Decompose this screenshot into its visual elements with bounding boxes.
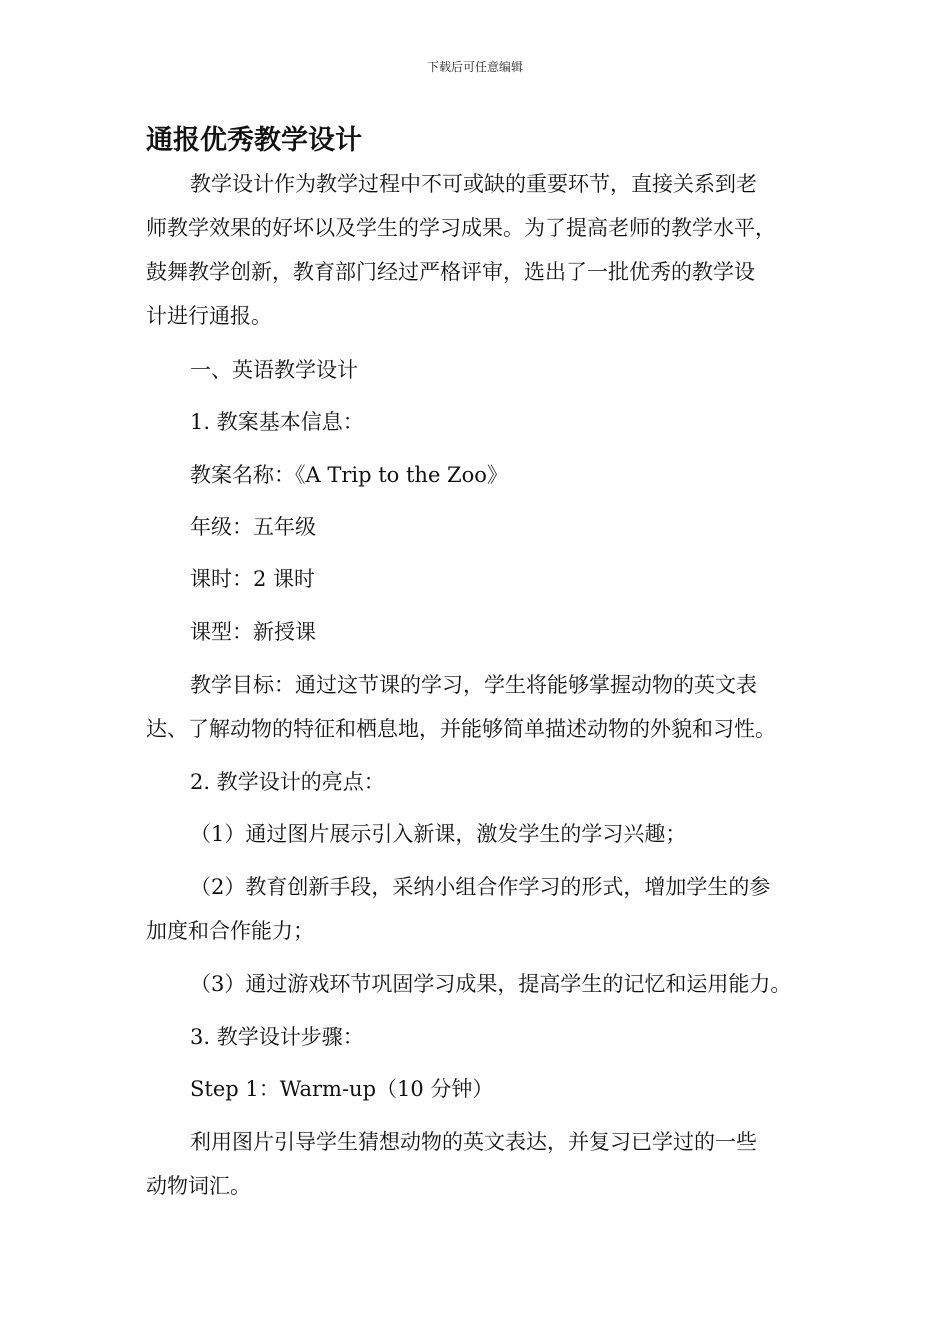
step1-heading: Step 1：Warm-up（10 分钟） [190,1077,494,1101]
objective-line-1: 教学目标：通过这节课的学习，学生将能够掌握动物的英文表 [190,673,757,697]
item3-heading: 3. 教学设计步骤： [190,1025,364,1049]
class-hours: 课时：2 课时 [190,567,316,591]
grade: 年级：五年级 [190,515,316,539]
intro-line-1: 教学设计作为教学过程中不可或缺的重要环节，直接关系到老 [190,172,757,196]
highlight-2-line-1: （2）教育创新手段，采纳小组合作学习的形式，增加学生的参 [190,875,771,899]
intro-line-4: 计进行通报。 [146,304,272,328]
highlight-1: （1）通过图片展示引入新课，激发学生的学习兴趣； [190,822,687,846]
page-header: 下载后可任意编辑 [426,60,523,74]
lesson-name: 教案名称：《A Trip to the Zoo》 [190,463,508,487]
step1-body-line-2: 动物词汇。 [146,1174,251,1198]
intro-line-2: 师教学效果的好坏以及学生的学习成果。为了提高老师的教学水平， [146,216,776,240]
objective-line-2: 达、了解动物的特征和栖息地，并能够简单描述动物的外貌和习性。 [146,717,776,741]
lesson-type: 课型：新授课 [190,620,316,644]
highlight-2-line-2: 加度和合作能力； [146,919,314,943]
intro-line-3: 鼓舞教学创新，教育部门经过严格评审，选出了一批优秀的教学设 [146,260,755,284]
item1-heading: 1. 教案基本信息： [190,410,364,434]
item2-heading: 2. 教学设计的亮点： [190,770,385,794]
highlight-3: （3）通过游戏环节巩固学习成果，提高学生的记忆和运用能力。 [190,972,792,996]
document-title: 通报优秀教学设计 [146,125,362,156]
step1-body-line-1: 利用图片引导学生猜想动物的英文表达，并复习已学过的一些 [190,1130,757,1154]
section-heading: 一、英语教学设计 [190,358,358,382]
